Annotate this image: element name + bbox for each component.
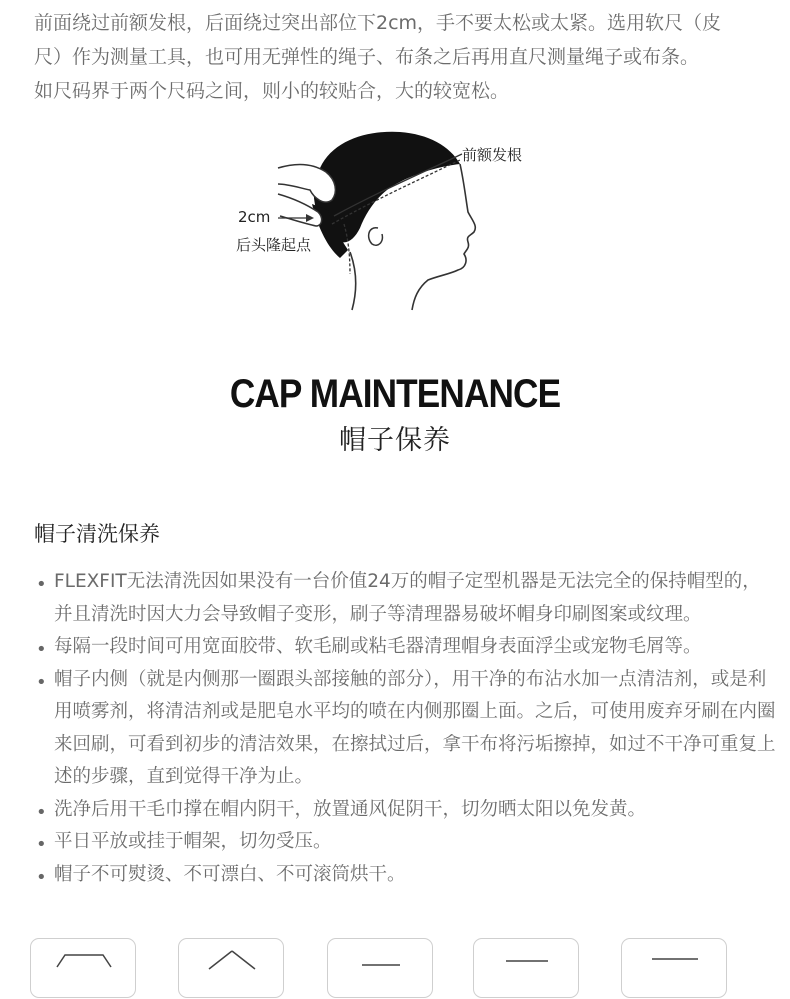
no-bleach-icon (178, 938, 284, 998)
two-cm-label: 2cm (238, 208, 271, 226)
list-item: • 洗净后用干毛巾撑在帽内阴干，放置通风促阴干，切勿晒太阳以免发黄。 (36, 794, 776, 827)
list-item: • 帽子内侧（就是内侧那一圈跟头部接触的部分），用干净的布沾水加一点清洁剂，或是利用喷雾剂，将清洁剂或是肥皂水平均的喷在内侧那圈上面。之后，可使用废弃牙刷在内圈来回刷，可看到初步的清洁效果，在擦拭过后，拿干布将污垢擦掉，如过不干净可重复上述的步骤，直到觉得干净为止。 (36, 664, 776, 794)
care-list (36, 566, 776, 891)
section-title-cn: 帽子保养 (339, 425, 451, 456)
no-iron-icon (327, 938, 433, 998)
intro-text (34, 6, 774, 108)
list-item: • 每隔一段时间可用宽面胶带、软毛刷或粘毛器清理帽身表面浮尘或宠物毛屑等。 (36, 631, 776, 664)
forehead-label: 前额发根 (462, 146, 523, 164)
list-item: • FLEXFIT无法清洗因如果没有一台价值24万的帽子定型机器是无法完全的保持帽型的，并且清洗时因大力会导致帽子变形，刷子等清理器易破坏帽身印刷图案或纹理。 (36, 566, 776, 631)
dry-flat-icon (621, 938, 727, 998)
list-item: • 帽子不可熨烫、不可漂白、不可滚筒烘干。 (36, 859, 776, 892)
care-icon-row (30, 938, 750, 968)
no-tumble-dry-icon (473, 938, 579, 998)
head-measurement-diagram (228, 128, 548, 313)
intro-line: 前面绕过前额发根，后面绕过突出部位下2cm，手不要太松或太紧。选用软尺（皮 (34, 12, 722, 34)
occipital-label: 后头隆起点 (236, 236, 312, 254)
list-item: • 平日平放或挂于帽架，切勿受压。 (36, 826, 776, 859)
care-heading: 帽子清洗保养 (34, 522, 160, 546)
intro-line: 尺）作为测量工具，也可用无弹性的绳子、布条之后再用直尺测量绳子或布条。 (34, 46, 700, 68)
section-title-en: CAP MAINTENANCE (229, 372, 561, 416)
intro-line: 如尺码界于两个尺码之间，则小的较贴合，大的较宽松。 (34, 80, 510, 102)
no-wash-icon (30, 938, 136, 998)
